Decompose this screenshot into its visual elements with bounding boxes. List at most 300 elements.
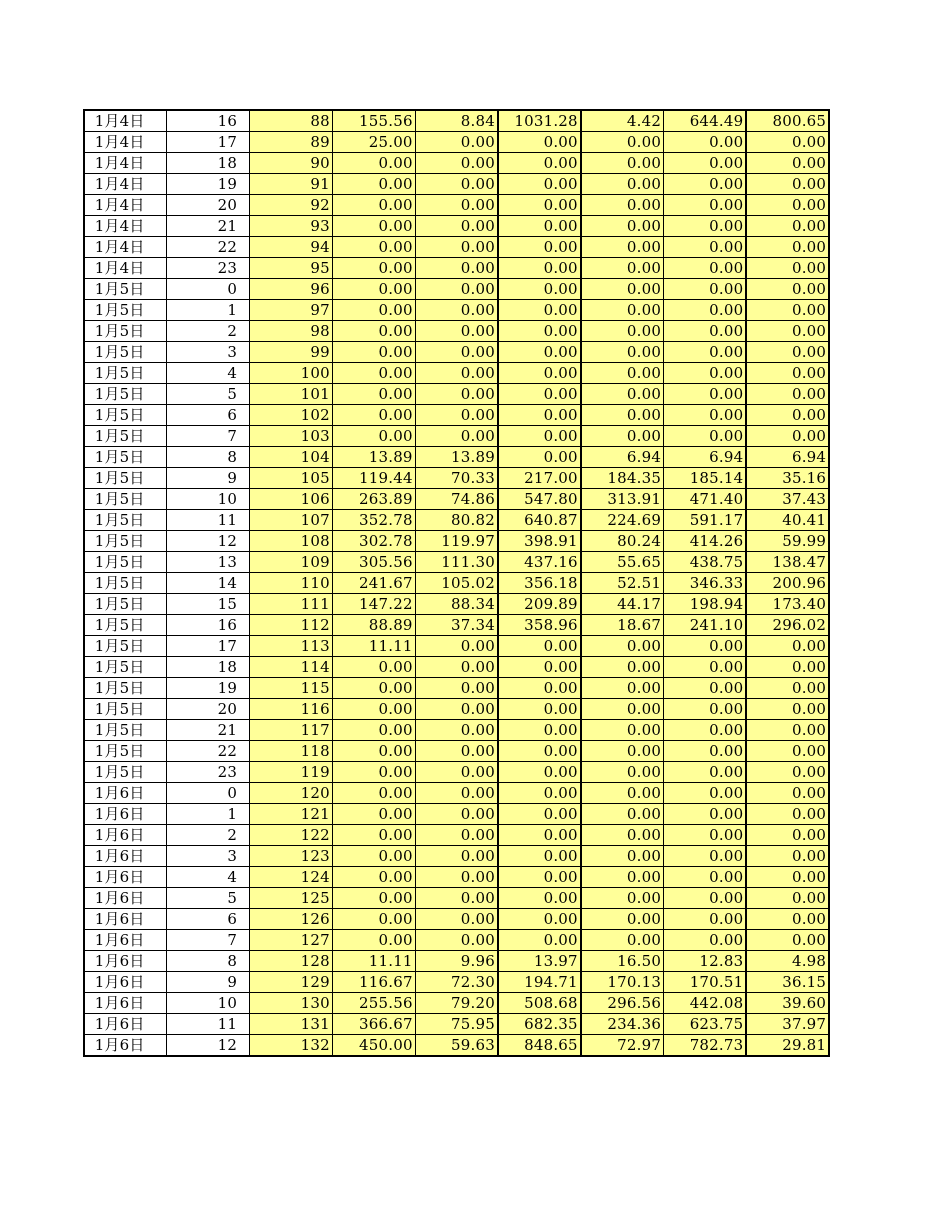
value-cell-3[interactable]: 0.00 [498,363,581,384]
value-cell-5[interactable]: 0.00 [664,867,747,888]
value-cell-1[interactable]: 305.56 [332,552,415,573]
index-cell[interactable]: 126 [250,909,333,930]
date-cell[interactable]: 1月5日 [84,573,167,594]
value-cell-3[interactable]: 0.00 [498,237,581,258]
value-cell-3[interactable]: 0.00 [498,426,581,447]
value-cell-4[interactable]: 0.00 [581,195,664,216]
value-cell-3[interactable]: 0.00 [498,930,581,951]
value-cell-3[interactable]: 0.00 [498,153,581,174]
hour-cell[interactable]: 20 [167,195,250,216]
date-cell[interactable]: 1月5日 [84,405,167,426]
hour-cell[interactable]: 6 [167,909,250,930]
value-cell-2[interactable]: 0.00 [415,321,498,342]
value-cell-4[interactable]: 0.00 [581,153,664,174]
value-cell-4[interactable]: 80.24 [581,531,664,552]
value-cell-2[interactable]: 88.34 [415,594,498,615]
value-cell-4[interactable]: 224.69 [581,510,664,531]
value-cell-5[interactable]: 0.00 [664,342,747,363]
value-cell-1[interactable]: 11.11 [332,951,415,972]
value-cell-2[interactable]: 0.00 [415,909,498,930]
value-cell-4[interactable]: 296.56 [581,993,664,1014]
value-cell-4[interactable]: 0.00 [581,342,664,363]
value-cell-5[interactable]: 0.00 [664,174,747,195]
value-cell-3[interactable]: 0.00 [498,132,581,153]
value-cell-5[interactable]: 0.00 [664,909,747,930]
date-cell[interactable]: 1月6日 [84,825,167,846]
value-cell-4[interactable]: 0.00 [581,804,664,825]
value-cell-2[interactable]: 0.00 [415,762,498,783]
value-cell-1[interactable]: 0.00 [332,195,415,216]
value-cell-3[interactable]: 0.00 [498,657,581,678]
date-cell[interactable]: 1月4日 [84,258,167,279]
value-cell-6[interactable]: 0.00 [746,636,829,657]
index-cell[interactable]: 109 [250,552,333,573]
value-cell-1[interactable]: 263.89 [332,489,415,510]
value-cell-3[interactable]: 0.00 [498,867,581,888]
value-cell-3[interactable]: 0.00 [498,447,581,468]
value-cell-5[interactable]: 0.00 [664,783,747,804]
value-cell-6[interactable]: 0.00 [746,720,829,741]
value-cell-4[interactable]: 0.00 [581,930,664,951]
index-cell[interactable]: 89 [250,132,333,153]
value-cell-4[interactable]: 18.67 [581,615,664,636]
date-cell[interactable]: 1月6日 [84,804,167,825]
value-cell-6[interactable]: 0.00 [746,867,829,888]
value-cell-3[interactable]: 0.00 [498,321,581,342]
value-cell-6[interactable]: 0.00 [746,216,829,237]
date-cell[interactable]: 1月5日 [84,489,167,510]
date-cell[interactable]: 1月6日 [84,993,167,1014]
value-cell-2[interactable]: 0.00 [415,846,498,867]
value-cell-1[interactable]: 0.00 [332,426,415,447]
hour-cell[interactable]: 2 [167,321,250,342]
value-cell-3[interactable]: 547.80 [498,489,581,510]
date-cell[interactable]: 1月5日 [84,594,167,615]
value-cell-6[interactable]: 0.00 [746,363,829,384]
index-cell[interactable]: 120 [250,783,333,804]
index-cell[interactable]: 106 [250,489,333,510]
value-cell-2[interactable]: 0.00 [415,153,498,174]
date-cell[interactable]: 1月6日 [84,909,167,930]
value-cell-3[interactable]: 0.00 [498,279,581,300]
value-cell-1[interactable]: 241.67 [332,573,415,594]
value-cell-2[interactable]: 13.89 [415,447,498,468]
date-cell[interactable]: 1月6日 [84,930,167,951]
value-cell-3[interactable]: 0.00 [498,405,581,426]
value-cell-6[interactable]: 6.94 [746,447,829,468]
hour-cell[interactable]: 23 [167,762,250,783]
value-cell-6[interactable]: 40.41 [746,510,829,531]
hour-cell[interactable]: 21 [167,216,250,237]
value-cell-4[interactable]: 0.00 [581,888,664,909]
hour-cell[interactable]: 10 [167,993,250,1014]
hour-cell[interactable]: 10 [167,489,250,510]
value-cell-4[interactable]: 0.00 [581,321,664,342]
value-cell-6[interactable]: 0.00 [746,300,829,321]
value-cell-3[interactable]: 0.00 [498,720,581,741]
hour-cell[interactable]: 9 [167,468,250,489]
value-cell-2[interactable]: 0.00 [415,783,498,804]
value-cell-5[interactable]: 0.00 [664,678,747,699]
value-cell-1[interactable]: 0.00 [332,321,415,342]
value-cell-4[interactable]: 72.97 [581,1035,664,1057]
value-cell-5[interactable]: 0.00 [664,216,747,237]
date-cell[interactable]: 1月5日 [84,678,167,699]
value-cell-5[interactable]: 0.00 [664,384,747,405]
value-cell-5[interactable]: 0.00 [664,237,747,258]
index-cell[interactable]: 99 [250,342,333,363]
value-cell-5[interactable]: 414.26 [664,531,747,552]
value-cell-6[interactable]: 0.00 [746,846,829,867]
value-cell-4[interactable]: 0.00 [581,132,664,153]
value-cell-6[interactable]: 4.98 [746,951,829,972]
value-cell-5[interactable]: 782.73 [664,1035,747,1057]
value-cell-1[interactable]: 0.00 [332,342,415,363]
value-cell-1[interactable]: 0.00 [332,888,415,909]
value-cell-1[interactable]: 0.00 [332,783,415,804]
value-cell-3[interactable]: 0.00 [498,300,581,321]
value-cell-6[interactable]: 0.00 [746,909,829,930]
value-cell-2[interactable]: 105.02 [415,573,498,594]
value-cell-6[interactable]: 200.96 [746,573,829,594]
date-cell[interactable]: 1月5日 [84,531,167,552]
index-cell[interactable]: 94 [250,237,333,258]
index-cell[interactable]: 127 [250,930,333,951]
value-cell-5[interactable]: 591.17 [664,510,747,531]
value-cell-5[interactable]: 0.00 [664,825,747,846]
index-cell[interactable]: 101 [250,384,333,405]
value-cell-5[interactable]: 0.00 [664,153,747,174]
value-cell-3[interactable]: 358.96 [498,615,581,636]
date-cell[interactable]: 1月6日 [84,783,167,804]
value-cell-4[interactable]: 55.65 [581,552,664,573]
value-cell-3[interactable]: 398.91 [498,531,581,552]
value-cell-3[interactable]: 0.00 [498,741,581,762]
value-cell-5[interactable]: 0.00 [664,636,747,657]
value-cell-1[interactable]: 0.00 [332,657,415,678]
value-cell-4[interactable]: 0.00 [581,678,664,699]
value-cell-1[interactable]: 119.44 [332,468,415,489]
date-cell[interactable]: 1月5日 [84,552,167,573]
date-cell[interactable]: 1月5日 [84,636,167,657]
value-cell-1[interactable]: 0.00 [332,846,415,867]
value-cell-1[interactable]: 88.89 [332,615,415,636]
value-cell-6[interactable]: 0.00 [746,405,829,426]
value-cell-2[interactable]: 119.97 [415,531,498,552]
value-cell-1[interactable]: 255.56 [332,993,415,1014]
index-cell[interactable]: 112 [250,615,333,636]
value-cell-4[interactable]: 0.00 [581,825,664,846]
value-cell-2[interactable]: 0.00 [415,363,498,384]
value-cell-4[interactable]: 313.91 [581,489,664,510]
value-cell-5[interactable]: 0.00 [664,279,747,300]
index-cell[interactable]: 125 [250,888,333,909]
value-cell-2[interactable]: 0.00 [415,237,498,258]
hour-cell[interactable]: 19 [167,678,250,699]
index-cell[interactable]: 115 [250,678,333,699]
date-cell[interactable]: 1月4日 [84,237,167,258]
index-cell[interactable]: 123 [250,846,333,867]
hour-cell[interactable]: 13 [167,552,250,573]
index-cell[interactable]: 91 [250,174,333,195]
value-cell-3[interactable]: 0.00 [498,174,581,195]
value-cell-4[interactable]: 0.00 [581,783,664,804]
value-cell-3[interactable]: 356.18 [498,573,581,594]
hour-cell[interactable]: 0 [167,279,250,300]
value-cell-2[interactable]: 75.95 [415,1014,498,1035]
value-cell-6[interactable]: 296.02 [746,615,829,636]
value-cell-6[interactable]: 138.47 [746,552,829,573]
value-cell-1[interactable]: 302.78 [332,531,415,552]
value-cell-2[interactable]: 0.00 [415,741,498,762]
value-cell-6[interactable]: 0.00 [746,258,829,279]
date-cell[interactable]: 1月5日 [84,657,167,678]
value-cell-2[interactable]: 0.00 [415,405,498,426]
hour-cell[interactable]: 6 [167,405,250,426]
value-cell-2[interactable]: 0.00 [415,384,498,405]
value-cell-3[interactable]: 1031.28 [498,110,581,132]
index-cell[interactable]: 111 [250,594,333,615]
index-cell[interactable]: 130 [250,993,333,1014]
hour-cell[interactable]: 11 [167,1014,250,1035]
value-cell-1[interactable]: 0.00 [332,216,415,237]
date-cell[interactable]: 1月5日 [84,720,167,741]
value-cell-3[interactable]: 0.00 [498,888,581,909]
value-cell-2[interactable]: 0.00 [415,300,498,321]
hour-cell[interactable]: 2 [167,825,250,846]
value-cell-6[interactable]: 0.00 [746,132,829,153]
value-cell-3[interactable]: 0.00 [498,195,581,216]
value-cell-6[interactable]: 0.00 [746,321,829,342]
index-cell[interactable]: 113 [250,636,333,657]
index-cell[interactable]: 119 [250,762,333,783]
value-cell-6[interactable]: 59.99 [746,531,829,552]
value-cell-1[interactable]: 0.00 [332,699,415,720]
value-cell-4[interactable]: 0.00 [581,657,664,678]
value-cell-3[interactable]: 0.00 [498,804,581,825]
value-cell-6[interactable]: 0.00 [746,153,829,174]
value-cell-4[interactable]: 0.00 [581,636,664,657]
value-cell-5[interactable]: 0.00 [664,132,747,153]
value-cell-3[interactable]: 0.00 [498,699,581,720]
value-cell-2[interactable]: 0.00 [415,216,498,237]
value-cell-4[interactable]: 0.00 [581,405,664,426]
date-cell[interactable]: 1月6日 [84,972,167,993]
value-cell-1[interactable]: 0.00 [332,279,415,300]
value-cell-3[interactable]: 0.00 [498,384,581,405]
date-cell[interactable]: 1月4日 [84,174,167,195]
value-cell-5[interactable]: 0.00 [664,699,747,720]
value-cell-1[interactable]: 0.00 [332,867,415,888]
value-cell-5[interactable]: 241.10 [664,615,747,636]
value-cell-5[interactable]: 0.00 [664,804,747,825]
value-cell-2[interactable]: 79.20 [415,993,498,1014]
value-cell-3[interactable]: 0.00 [498,846,581,867]
index-cell[interactable]: 128 [250,951,333,972]
value-cell-1[interactable]: 0.00 [332,909,415,930]
value-cell-3[interactable]: 0.00 [498,825,581,846]
value-cell-3[interactable]: 848.65 [498,1035,581,1057]
value-cell-1[interactable]: 366.67 [332,1014,415,1035]
value-cell-4[interactable]: 16.50 [581,951,664,972]
value-cell-6[interactable]: 0.00 [746,342,829,363]
hour-cell[interactable]: 17 [167,636,250,657]
value-cell-6[interactable]: 0.00 [746,657,829,678]
hour-cell[interactable]: 4 [167,363,250,384]
value-cell-6[interactable]: 0.00 [746,678,829,699]
value-cell-5[interactable]: 438.75 [664,552,747,573]
value-cell-6[interactable]: 0.00 [746,741,829,762]
value-cell-2[interactable]: 0.00 [415,342,498,363]
date-cell[interactable]: 1月6日 [84,1035,167,1057]
hour-cell[interactable]: 3 [167,342,250,363]
index-cell[interactable]: 114 [250,657,333,678]
value-cell-4[interactable]: 0.00 [581,846,664,867]
hour-cell[interactable]: 20 [167,699,250,720]
hour-cell[interactable]: 17 [167,132,250,153]
date-cell[interactable]: 1月4日 [84,110,167,132]
value-cell-2[interactable]: 111.30 [415,552,498,573]
value-cell-4[interactable]: 0.00 [581,174,664,195]
value-cell-5[interactable]: 0.00 [664,720,747,741]
value-cell-6[interactable]: 0.00 [746,279,829,300]
date-cell[interactable]: 1月5日 [84,363,167,384]
index-cell[interactable]: 93 [250,216,333,237]
value-cell-5[interactable]: 0.00 [664,930,747,951]
value-cell-2[interactable]: 59.63 [415,1035,498,1057]
value-cell-5[interactable]: 442.08 [664,993,747,1014]
value-cell-5[interactable]: 0.00 [664,762,747,783]
value-cell-2[interactable]: 74.86 [415,489,498,510]
date-cell[interactable]: 1月5日 [84,510,167,531]
date-cell[interactable]: 1月5日 [84,426,167,447]
index-cell[interactable]: 116 [250,699,333,720]
index-cell[interactable]: 95 [250,258,333,279]
value-cell-5[interactable]: 6.94 [664,447,747,468]
value-cell-6[interactable]: 173.40 [746,594,829,615]
value-cell-4[interactable]: 0.00 [581,300,664,321]
value-cell-5[interactable]: 0.00 [664,426,747,447]
index-cell[interactable]: 105 [250,468,333,489]
value-cell-1[interactable]: 0.00 [332,363,415,384]
value-cell-3[interactable]: 508.68 [498,993,581,1014]
value-cell-1[interactable]: 0.00 [332,300,415,321]
hour-cell[interactable]: 18 [167,657,250,678]
value-cell-2[interactable]: 37.34 [415,615,498,636]
value-cell-5[interactable]: 0.00 [664,363,747,384]
value-cell-6[interactable]: 0.00 [746,930,829,951]
value-cell-1[interactable]: 0.00 [332,762,415,783]
hour-cell[interactable]: 12 [167,1035,250,1057]
index-cell[interactable]: 97 [250,300,333,321]
index-cell[interactable]: 108 [250,531,333,552]
value-cell-2[interactable]: 80.82 [415,510,498,531]
index-cell[interactable]: 117 [250,720,333,741]
value-cell-3[interactable]: 209.89 [498,594,581,615]
index-cell[interactable]: 104 [250,447,333,468]
value-cell-5[interactable]: 0.00 [664,258,747,279]
date-cell[interactable]: 1月5日 [84,468,167,489]
index-cell[interactable]: 132 [250,1035,333,1057]
date-cell[interactable]: 1月4日 [84,216,167,237]
value-cell-2[interactable]: 8.84 [415,110,498,132]
hour-cell[interactable]: 5 [167,384,250,405]
value-cell-2[interactable]: 0.00 [415,195,498,216]
date-cell[interactable]: 1月5日 [84,342,167,363]
hour-cell[interactable]: 1 [167,300,250,321]
value-cell-4[interactable]: 0.00 [581,741,664,762]
index-cell[interactable]: 103 [250,426,333,447]
value-cell-6[interactable]: 39.60 [746,993,829,1014]
hour-cell[interactable]: 7 [167,426,250,447]
index-cell[interactable]: 107 [250,510,333,531]
value-cell-3[interactable]: 0.00 [498,258,581,279]
value-cell-1[interactable]: 0.00 [332,174,415,195]
date-cell[interactable]: 1月6日 [84,846,167,867]
index-cell[interactable]: 100 [250,363,333,384]
hour-cell[interactable]: 11 [167,510,250,531]
index-cell[interactable]: 88 [250,110,333,132]
date-cell[interactable]: 1月5日 [84,321,167,342]
value-cell-4[interactable]: 4.42 [581,110,664,132]
value-cell-6[interactable]: 0.00 [746,804,829,825]
value-cell-6[interactable]: 0.00 [746,174,829,195]
value-cell-4[interactable]: 44.17 [581,594,664,615]
value-cell-6[interactable]: 0.00 [746,195,829,216]
value-cell-4[interactable]: 52.51 [581,573,664,594]
value-cell-2[interactable]: 0.00 [415,174,498,195]
value-cell-4[interactable]: 0.00 [581,237,664,258]
value-cell-2[interactable]: 0.00 [415,825,498,846]
value-cell-6[interactable]: 0.00 [746,699,829,720]
value-cell-6[interactable]: 0.00 [746,384,829,405]
value-cell-1[interactable]: 0.00 [332,258,415,279]
value-cell-1[interactable]: 13.89 [332,447,415,468]
value-cell-6[interactable]: 0.00 [746,888,829,909]
date-cell[interactable]: 1月6日 [84,1014,167,1035]
date-cell[interactable]: 1月5日 [84,384,167,405]
value-cell-1[interactable]: 155.56 [332,110,415,132]
value-cell-6[interactable]: 29.81 [746,1035,829,1057]
hour-cell[interactable]: 22 [167,237,250,258]
value-cell-5[interactable]: 0.00 [664,741,747,762]
index-cell[interactable]: 122 [250,825,333,846]
hour-cell[interactable]: 9 [167,972,250,993]
value-cell-2[interactable]: 0.00 [415,426,498,447]
hour-cell[interactable]: 3 [167,846,250,867]
date-cell[interactable]: 1月6日 [84,951,167,972]
value-cell-4[interactable]: 6.94 [581,447,664,468]
value-cell-1[interactable]: 0.00 [332,678,415,699]
hour-cell[interactable]: 5 [167,888,250,909]
value-cell-1[interactable]: 116.67 [332,972,415,993]
value-cell-3[interactable]: 0.00 [498,216,581,237]
date-cell[interactable]: 1月4日 [84,132,167,153]
value-cell-4[interactable]: 0.00 [581,384,664,405]
value-cell-2[interactable]: 0.00 [415,258,498,279]
hour-cell[interactable]: 15 [167,594,250,615]
value-cell-4[interactable]: 0.00 [581,909,664,930]
value-cell-5[interactable]: 0.00 [664,195,747,216]
value-cell-4[interactable]: 0.00 [581,258,664,279]
hour-cell[interactable]: 0 [167,783,250,804]
value-cell-2[interactable]: 0.00 [415,678,498,699]
value-cell-1[interactable]: 0.00 [332,384,415,405]
value-cell-3[interactable]: 640.87 [498,510,581,531]
value-cell-5[interactable]: 0.00 [664,405,747,426]
value-cell-4[interactable]: 184.35 [581,468,664,489]
value-cell-2[interactable]: 0.00 [415,888,498,909]
